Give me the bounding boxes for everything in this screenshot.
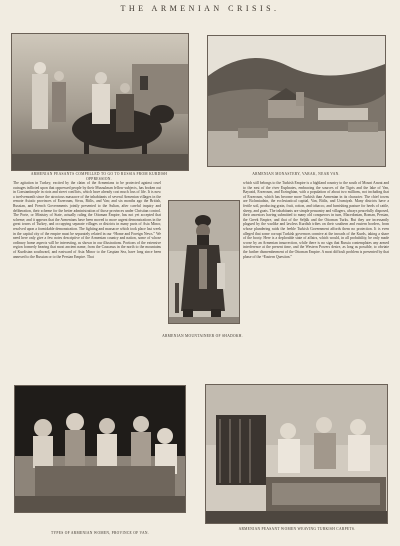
caption-armenian-peasants: ARMENIAN PEASANTS COMPELLED TO GO TO RUSSIA FROM KURDISH OPPRESSION. [30, 172, 168, 181]
photo-armenian-peasants [11, 33, 189, 171]
page-title: THE ARMENIAN CRISIS. [120, 4, 280, 13]
photo-armenian-mountaineer [168, 200, 240, 324]
caption-carpet-weavers: ARMENIAN PEASANT WOMEN WEAVING TURKISH CARPETS. [238, 527, 356, 531]
caption-armenian-mountaineer: ARMENIAN MOUNTAINEER OF SHADOKH. [162, 334, 243, 338]
caption-armenian-monastery: ARMENIAN MONASTERY, VARAK, NEAR VAN. [252, 172, 340, 176]
article-text-left-column: The agitation in Turkey, excited by the claim of the Armenians to be protected against cruel outrages inflicted upon that oppressed people by their Mussulman fellow-subjects, has broken out in Constantinople in riots and street conflicts, which have already cost much loss of life. It is now a twelvemonth since the atrocious massacre of the inhabitants of several Armenian villages in the remote Asiatic provinces of Erzeroum, Sivas, Bitlis, and Van; and six months ago the British, Russian, and French Governments jointly presented to the Sultan, after careful inquiry and deliberation, their scheme for the better administration of those provinces under Christian control. The Porte, or Ministry of State, actually ruling the Ottoman Empire, has not yet accepted that scheme; and it appears that the Armenians have been moved to more urgent demonstrations in the great towns of Turkey, and occupying separate villages or districts in many parts of Asia Minor, resolved upon a formidable demonstration. The fighting and massacre which took place last week in the capital city of the empire must be separately related in our “Home and Foreign News.” We need here only give a few notes descriptive of the Armenian country and nation, some of whose ordinary home aspects will be interesting, as shown in our illustrations. Portions of the extensive region formerly bearing that most ancient name, from the Caucasus in the north to the mountains of Kurdistan southward, and eastward of Asia Minor to the Caspian Sea, have long since been annexed to the Russian or to the Persian Empire. That [13, 181, 161, 259]
photo-carpet-weavers [205, 384, 388, 524]
photo-armenian-monastery [207, 35, 386, 167]
article-text-right-column: which still belongs to the Turkish Empire is a highland country to the south of Mount Ararat and to the east of the river Euphrates, embracing the sources of the Tigris and the lake of Van, Bayazid, Erzeroum, and Erzinghian, with a population of about two millions, not including that of Erzeroum, which has become more Turkish than Armenian in its character. The chief towns are Etchmiadzin, the ecclesiastical capital, Van, Bitlis, and Urumiyah. Many districts have a fertile soil, producing grain, fruit, cotton, and tobacco, and furnishing pasture for herds of cattle, sheep, and goats. The inhabitants are simple peasantry and villagers, always peacefully disposed, their ancestors having submitted to many old conquerors in turn, Macedonian, Roman, Persian, the Greek Empire, and that of the Seljûk and the Ottoman Turks. But they are incessantly plagued by the warlike and lawless Kurdish tribes on their southern and eastern borders, from whose plundering raids the feeble Turkish Government affords them no protection. It is even alleged that some corrupt Turkish governors connive at the inroads of the Kurds, taking a share of the booty. Here is a deplorable state of affairs, which would, in all probability, be only made worse by an Armenian insurrection, while there is no sign that Russia contemplates any armed interference at the present time, and the Western Powers desire, as long as possible, to obviate the further dismemberment of the Ottoman Empire. A most difficult problem is presented by that phase of the “Eastern Question.” [243, 181, 389, 259]
caption-armenian-women: TYPES OF ARMENIAN WOMEN, PROVINCE OF VAN. [51, 531, 149, 535]
photo-armenian-women [14, 385, 186, 513]
